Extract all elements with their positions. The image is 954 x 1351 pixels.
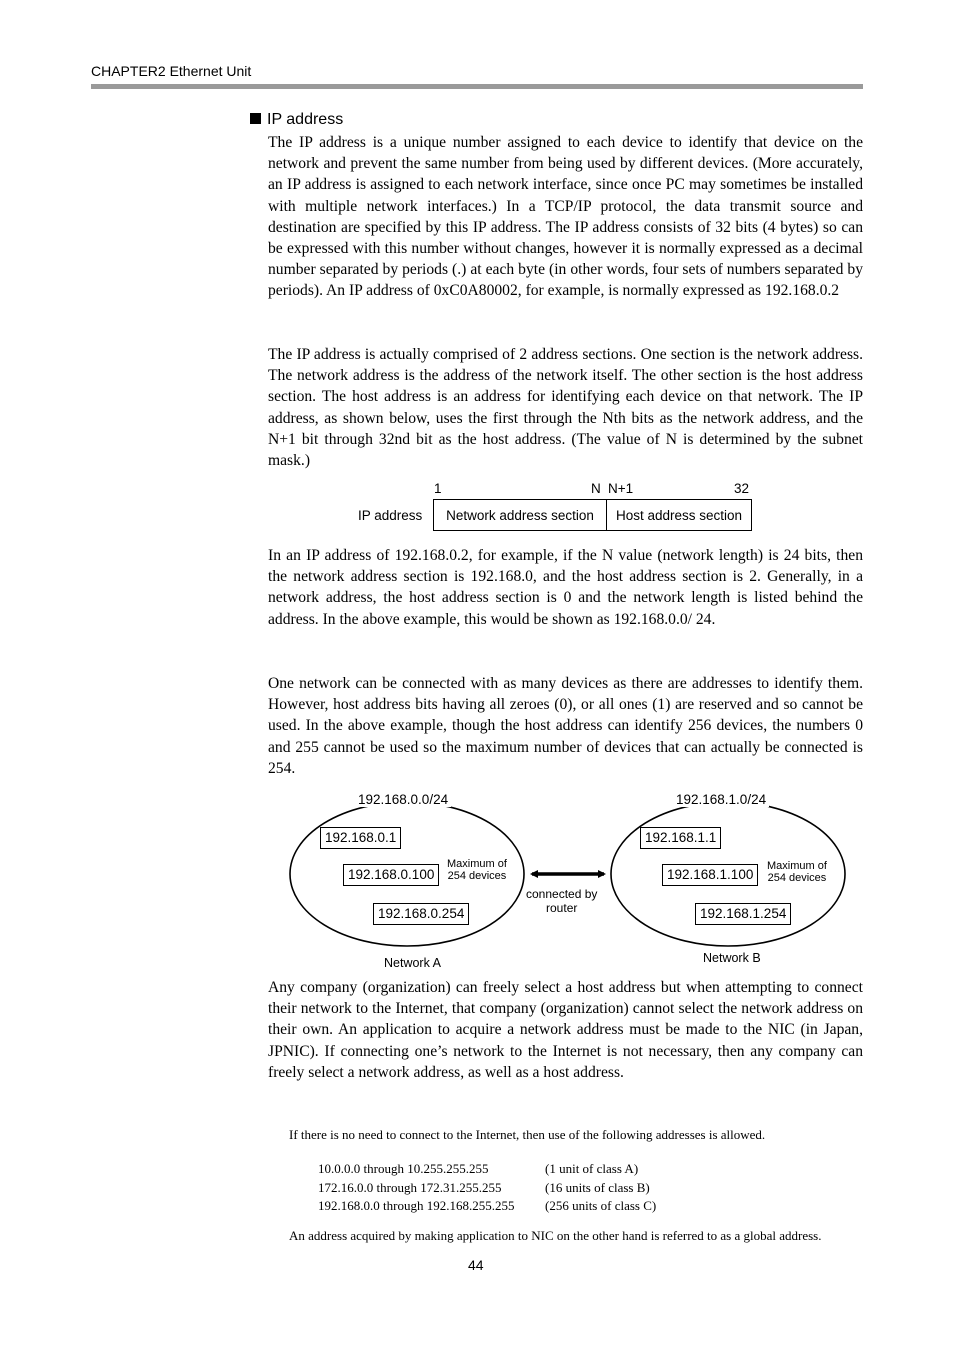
network-b-max-line1: Maximum of xyxy=(767,860,827,872)
address-range: 192.168.0.0 through 192.168.255.255 xyxy=(318,1198,515,1213)
network-a-host-100: 192.168.0.100 xyxy=(343,864,439,886)
network-b-host-1: 192.168.1.1 xyxy=(640,827,721,849)
network-diagram xyxy=(280,787,860,977)
note-outro: An address acquired by making application to NIC on the other hand is referred to as a global address. xyxy=(289,1228,822,1243)
address-range: 10.0.0.0 through 10.255.255.255 xyxy=(318,1161,489,1176)
address-class: (16 units of class B) xyxy=(545,1180,650,1195)
paragraph-address-sections: The IP address is actually comprised of 2 address sections. One section is the network address. The network address is the address of the network itself. The other section is the host address section. The host address is an address for identifying each device on that network. The IP address, as shown below, uses the first through the Nth bits as the network address, and the N+1 bit through 32nd bit as the host address. (The value of N is determined by the subnet mask.) xyxy=(268,346,863,470)
paragraph-example: In an IP address of 192.168.0.2, for example, if the N value (network length) is 24 bits, then the network address section is 192.168.0, and the host address section is 2. Generally, in a network address, the host address section is 0 and the network length is listed behind the address. In the above example, this would be shown as 192.168.0.0/ 24. xyxy=(268,547,863,628)
paragraph-ip-definition: The IP address is a unique number assigned to each device to identify that device on the network and prevent the same number from being used by different devices. (More accurately, an IP address is assigned to each network interface, since once PC may sometimes be installed with multiple network interfaces.) In a TCP/IP protocol, the data transmit source and destination are specified by this IP address. The IP address consists of 32 bits (4 bytes) so can be expressed with this number without changes, however it is normally expressed as a decimal number separated by periods (.) at each byte (in other words, four sets of numbers separated by periods). An IP address of 0xC0A80002, for example, is normally expressed as 192.168.0.2 xyxy=(268,134,863,300)
page-number: 44 xyxy=(468,1257,484,1273)
paragraph-nic-application: Any company (organization) can freely select a host address but when attempting to connect their network to the Internet, that company (organization) cannot select the network address on their own. An application to acquire a network address must be made to the NIC (in Japan, JPNIC). If connecting one’s network to the Internet is not necessary, then any company can freely select a network address, as well as a host address. xyxy=(268,979,863,1081)
ip-address-box xyxy=(433,499,752,531)
network-b-subnet: 192.168.1.0/24 xyxy=(673,792,769,807)
address-class: (1 unit of class A) xyxy=(545,1161,639,1176)
network-a-host-254: 192.168.0.254 xyxy=(373,903,469,925)
network-b-max-devices xyxy=(767,860,827,884)
network-a-max-devices xyxy=(447,858,507,882)
header-rule xyxy=(91,84,863,89)
network-address-section-cell: Network address section xyxy=(434,500,607,530)
address-range: 172.16.0.0 through 172.31.255.255 xyxy=(318,1180,502,1195)
ip-address-row-label: IP address xyxy=(358,508,423,523)
section-heading xyxy=(250,111,343,129)
bit-label-last: 32 xyxy=(734,481,750,496)
network-a-max-line2: 254 devices xyxy=(447,870,507,882)
address-range-row xyxy=(318,1198,656,1214)
chapter-header: CHAPTER2 Ethernet Unit xyxy=(91,63,252,79)
address-class: (256 units of class C) xyxy=(545,1198,657,1213)
network-a-host-1: 192.168.0.1 xyxy=(320,827,401,849)
network-b-host-100: 192.168.1.100 xyxy=(662,864,758,886)
host-address-section-cell: Host address section xyxy=(615,507,743,523)
network-b-label: Network B xyxy=(703,951,761,965)
router-label-line1: connected by xyxy=(526,887,598,901)
bit-label-n-plus-1: N+1 xyxy=(608,481,634,496)
network-a-max-line1: Maximum of xyxy=(447,858,507,870)
bit-label-n: N xyxy=(591,481,601,496)
paragraph-device-count: One network can be connected with as many devices as there are addresses to identify them. However, host address bits having all zeroes (0), or all ones (1) are reserved and so cannot be used. In the above example, though the host address can identify 256 devices, the numbers 0 and 255 cannot be used so the maximum number of devices that can actually be connected is 254. xyxy=(268,675,863,777)
section-heading-text: IP address xyxy=(267,111,344,128)
network-a-label: Network A xyxy=(384,956,441,970)
network-a-subnet: 192.168.0.0/24 xyxy=(355,792,451,807)
router-connection-label xyxy=(526,887,597,915)
address-range-row xyxy=(318,1180,650,1196)
network-b-host-254: 192.168.1.254 xyxy=(695,903,791,925)
router-label-line2: router xyxy=(546,901,578,915)
address-range-row xyxy=(318,1161,638,1177)
bit-label-first: 1 xyxy=(434,481,442,496)
ip-address-structure-diagram xyxy=(340,480,770,536)
note-intro: If there is no need to connect to the Internet, then use of the following addresses is allowed. xyxy=(289,1127,766,1142)
square-bullet-icon xyxy=(250,113,261,124)
network-b-max-line2: 254 devices xyxy=(767,872,827,884)
